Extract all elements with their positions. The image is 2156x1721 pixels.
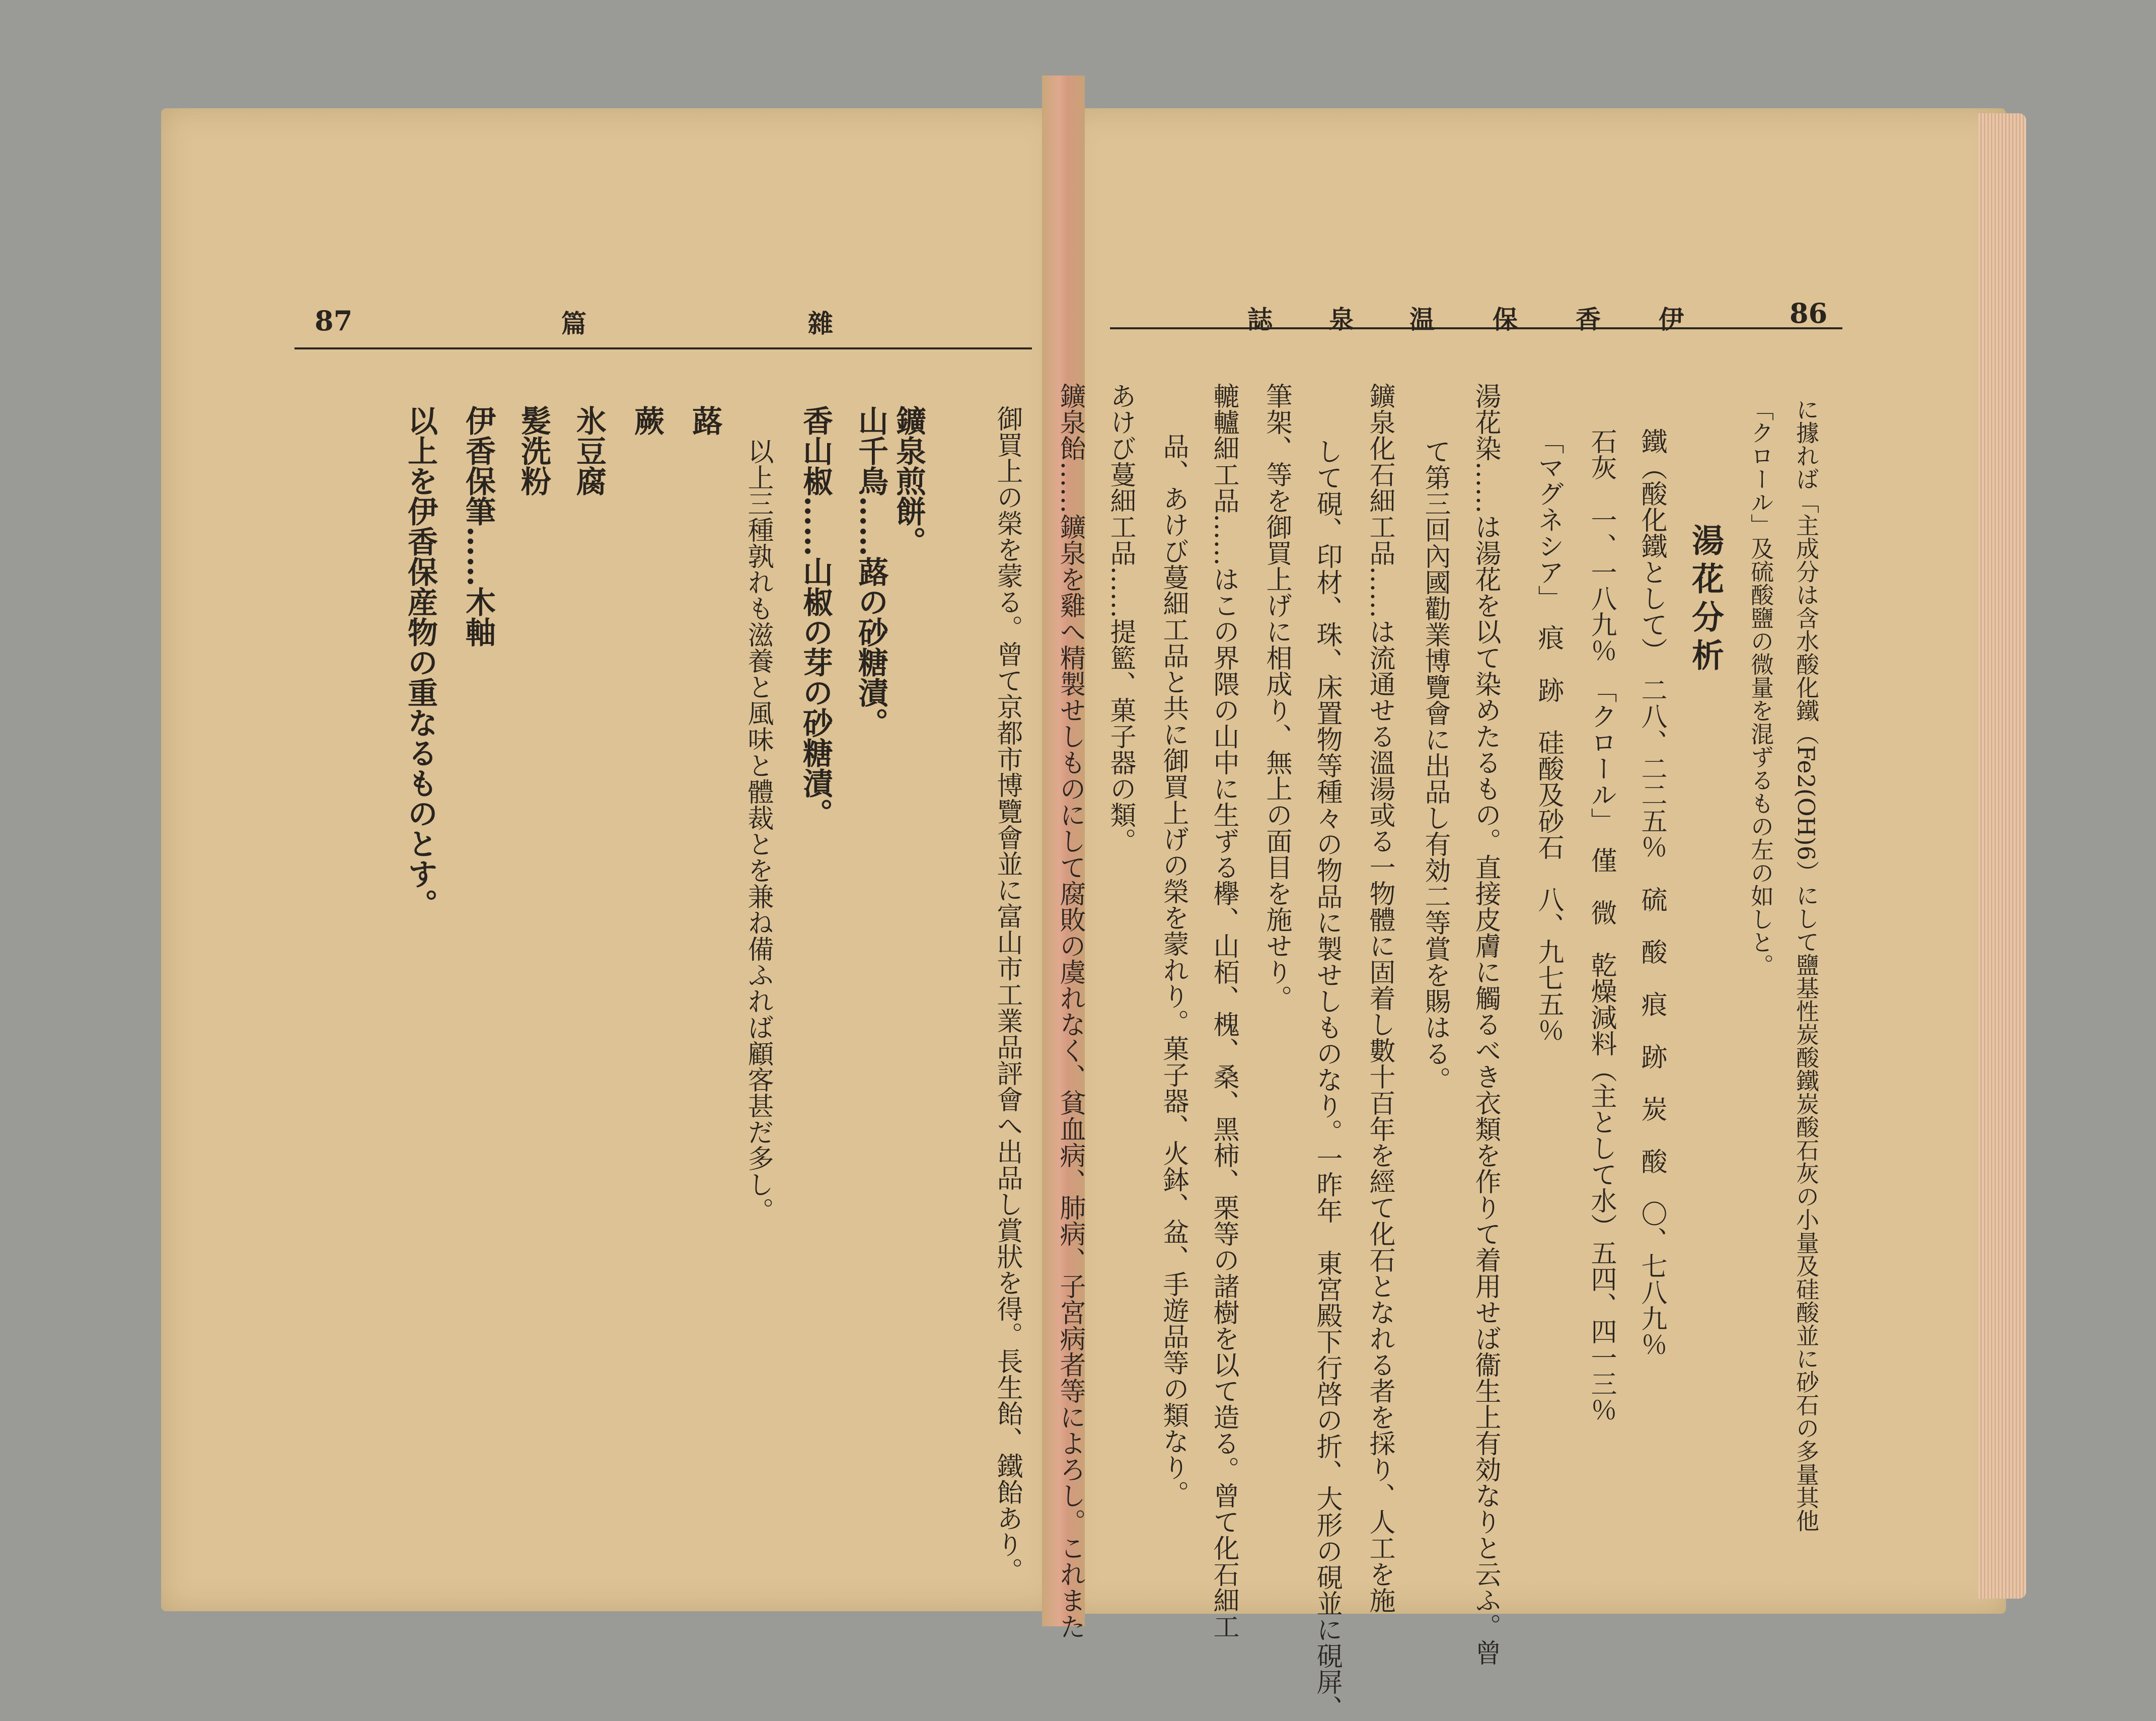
right-column-11: 筆架、等を御買上げに相成り、無上の面目を施せり。 — [1261, 383, 1292, 1011]
left-column-9: 髪洗粉 — [516, 405, 551, 496]
left-column-8: 氷豆腐 — [571, 405, 607, 496]
right-header-char-4: 温 — [1409, 305, 1435, 334]
left-column-3: 山千鳥……蕗の砂糖漬。 — [853, 405, 888, 738]
left-column-1: 御買上の榮を蒙る。曾て京都市博覽會並に富山市工業品評會へ出品し賞狀を得。長生飴、鐵飴あり。 — [992, 405, 1022, 1584]
right-column-8: て第三回內國勸業博覽會に出品し有効二等賞を賜はる。 — [1420, 438, 1450, 1093]
right-header-rule — [1110, 327, 1842, 329]
right-column-13: 品、あけび蔓細工品と共に御買上げの榮を蒙れり。菓子器、火鉢、盆、手遊品等の類なり。 — [1158, 433, 1188, 1507]
left-column-4: 香山椒……山椒の芽の砂糖漬。 — [798, 405, 833, 828]
left-column-10: 伊香保筆……木軸 — [461, 405, 496, 647]
right-column-2: 「クロール」及硫酸鹽の微量を混ずるもの左の如しと。 — [1747, 398, 1774, 977]
left-page-number: 87 — [315, 305, 353, 337]
left-header-char-1: 篇 — [561, 309, 586, 338]
left-column-6: 蕗 — [687, 405, 722, 436]
right-column-12: 轆轤細工品……はこの界隈の山中に生ずる欅、山栢、槐、桑、黑柿、栗等の諸樹を以て造る。曾て化石細工 — [1209, 383, 1239, 1639]
analysis-row-1: 鐵（酸化鐵として） 二八、二二五％ 硫 酸 痕 跡 炭 酸 〇、七八九％ — [1637, 428, 1667, 1357]
right-column-9: 鑛泉化石細工品……は流通せる溫湯或る一物體に固着し數十百年を經て化石となれる者を採り、人工を施 — [1365, 383, 1395, 1613]
analysis-row-2: 石灰 一、一八九％ 「クロール」 僅 微 乾燥減料（主として水）五四、四一三％ — [1586, 428, 1616, 1423]
page-edges — [1978, 113, 2026, 1599]
right-page-number: 86 — [1790, 297, 1828, 329]
right-header-char-5: 泉 — [1329, 305, 1354, 334]
left-column-5: 以上三種孰れも滋養と風味と體裁とを兼ね備ふれば顧客甚だ多し。 — [743, 438, 773, 1224]
right-header-char-1: 伊 — [1659, 305, 1684, 334]
right-header-char-2: 香 — [1576, 305, 1601, 334]
right-column-1: に據れば「主成分は含水酸化鐵（Fe2(OH)6）にして鹽基性炭酸鐵炭酸石灰の小量及硅酸並に砂石の多量其他 — [1793, 398, 1820, 1532]
right-column-7: 湯花染……は湯花を以て染めたるもの。直接皮膚に觸るべき衣類を作りて着用せば衞生上有効なりと云ふ。曾 — [1470, 383, 1501, 1666]
left-page — [161, 108, 1060, 1611]
analysis-title: 湯花分析 — [1686, 524, 1724, 677]
left-header-rule — [294, 347, 1032, 349]
right-column-14: あけび蔓細工品……提籃、菓子器の類。 — [1105, 383, 1136, 854]
left-column-7: 蕨 — [629, 405, 664, 436]
right-column-15: 鑛泉飴……鑛泉を雞へ精製せしものにして腐敗の虞れなく、貧血病、肺病、子宮病者等によろし。これまた — [1055, 383, 1085, 1639]
left-column-2: 鑛泉煎餅。 — [891, 405, 926, 556]
right-header-char-3: 保 — [1493, 305, 1518, 334]
left-column-11: 以上を伊香保産物の重なるものとす。 — [403, 405, 438, 919]
right-column-10: して硯、印材、珠、床置物等種々の物品に製せしものなり。一昨年 東宮殿下行啓の折、大形の硯並に硯屏、 — [1312, 438, 1342, 1721]
analysis-row-3: 「マグネシア」 痕 跡 硅酸及砂石 八、九七五％ — [1533, 428, 1564, 1043]
right-header-char-6: 誌 — [1247, 305, 1273, 334]
left-header-char-2: 雜 — [808, 309, 833, 338]
